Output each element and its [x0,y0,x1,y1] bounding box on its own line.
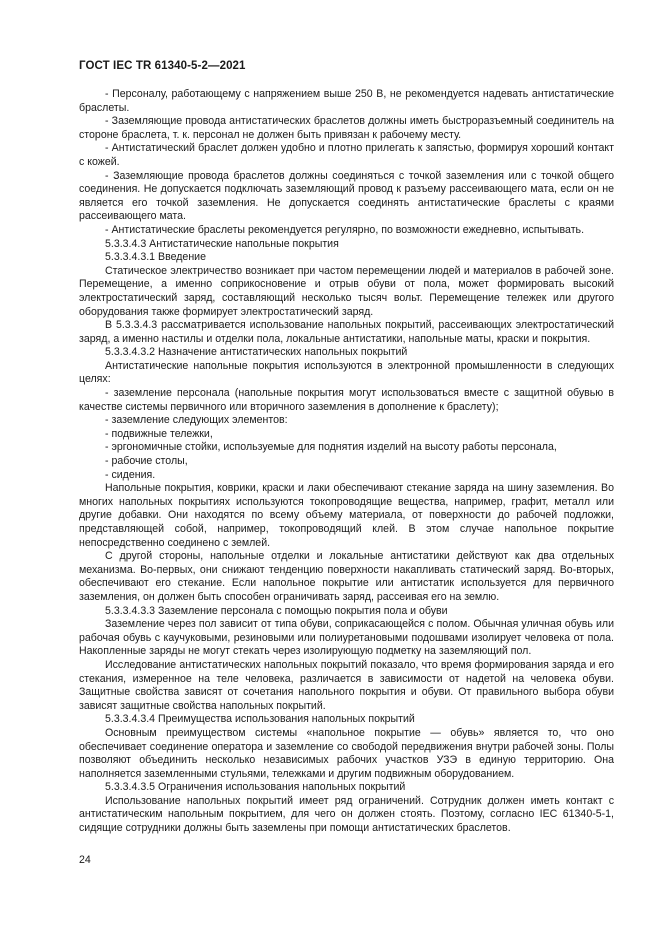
paragraph: - подвижные тележки, [105,427,213,440]
paragraph: 5.3.3.4.3.2 Назначение антистатических напольных покрытий [105,346,408,359]
paragraph: - Персоналу, работающему с напряжением выше 250 В, не рекомендуется надевать антистатические браслеты. [79,88,614,114]
document-body [79,88,614,836]
paragraph: - рабочие столы, [105,455,188,468]
paragraph: - Антистатические браслеты рекомендуется регулярно, по возможности ежедневно, испытывать. [105,223,585,236]
paragraph: 5.3.3.4.3.4 Преимущества использования напольных покрытий [105,713,415,726]
paragraph: 5.3.3.4.3 Антистатические напольные покрытия [105,237,339,250]
paragraph: 5.3.3.4.3.1 Введение [105,251,206,264]
paragraph: 5.3.3.4.3.3 Заземление персонала с помощью покрытия пола и обуви [105,604,448,617]
paragraph: С другой стороны, напольные отделки и локальные антистатики действуют как два отдельных механизма. Во-первых, они снижают тенденцию поверхности накапливать статический заряд. Во-вторых, обеспечивают его стекание. Если напольное покрытие или антистатик используется для первичного заземления, он должен быть способен ограничивать заряд, рассеивая его на землю. [79,550,614,603]
paragraph: - сидения. [105,468,156,481]
paragraph: Антистатические напольные покрытия используются в электронной промышленности в следующих целях: [79,359,614,386]
paragraph: - заземление персонала (напольные покрытия могут использоваться вместе с защитной обувью в качестве системы первичного или вторичного заземления в дополнение к браслету); [79,387,614,413]
paragraph: В 5.3.3.4.3 рассматривается использование напольных покрытий, рассеивающих электростатический заряд, а именно настилы и отделки пола, локальные антистатики, напольные маты, краски и покрытия. [79,319,614,345]
paragraph: - Антистатический браслет должен удобно и плотно прилегать к запястью, формируя хороший контакт с кожей. [79,142,614,168]
paragraph: - заземление следующих элементов: [105,414,288,427]
paragraph: Исследование антистатических напольных покрытий показало, что время формирования заряда и его стекания, измеренное на теле человека, различается в зависимости от надетой на человека обуви. Защитные свойства зависят от сочетания напольного покрытия и обуви. От правильного выбора обуви зависят защитные свойства напольных покрытий. [79,658,614,712]
paragraph: - эргономичные стойки, используемые для поднятия изделий на высоту работы персонала, [105,441,557,454]
standard-title: ГОСТ IEC TR 61340-5-2—2021 [79,60,246,72]
paragraph: Статическое электричество возникает при частом перемещении людей и материалов в рабочей зоне. Перемещение, а именно соприкосновение и отрыв обуви от пола, может формировать высокий электростатический заряд, составляющий несколько тысяч вольт. Перемещение тележек или другого оборудования также формирует электростатический заряд. [79,264,614,318]
paragraph: Заземление через пол зависит от типа обуви, соприкасающейся с полом. Обычная уличная обувь или рабочая обувь с каучуковыми, резиновыми или полиуретановыми подошвами изолирует человека от пола. Накопленные заряды не могут стекать через изолирующую подметку на заземляющий пол. [79,618,614,658]
paragraph: Основным преимуществом системы «напольное покрытие — обувь» является то, что оно обеспечивает соединение оператора и заземление со свободой передвижения внутри рабочей зоны. Полы позволяют объединить несколько независимых рабочих участков УЗЭ в единую территорию. Она наполняется заземленными стульями, тележками и другим подвижным оборудованием. [79,726,614,780]
paragraph: Использование напольных покрытий имеет ряд ограничений. Сотрудник должен иметь контакт с антистатическим напольным покрытием, для чего он должен стоять. Поэтому, согласно IEC 61340-5-1, сидящие сотрудники должны быть заземлены при помощи антистатических браслетов. [79,794,614,835]
paragraph: - Заземляющие провода антистатических браслетов должны иметь быстроразъемный соединитель на стороне браслета, т. к. персонал не должен быть привязан к рабочему месту. [79,115,614,141]
page-number: 24 [79,854,91,866]
paragraph: Напольные покрытия, коврики, краски и лаки обеспечивают стекание заряда на шину заземления. Во многих напольных покрытиях используются токопроводящие вещества, например, графит, металл или другие добавки. Они находятся по всему объему материала, от поверхности до рабочей подложки, представляющей собой, например, токопроводящий клей. В этом случае напольное покрытие непосредственно соединено с землей. [79,482,614,549]
paragraph: 5.3.3.4.3.5 Ограничения использования напольных покрытий [105,781,406,794]
paragraph: - Заземляющие провода браслетов должны соединяться с точкой заземления или с точкой общего соединения. Не допускается подключать заземляющий провод к разъему рассеивающего мата, если он не является его точкой заземления. Не допускается соединять антистатические браслеты с краями рассеивающего мата. [79,169,614,223]
